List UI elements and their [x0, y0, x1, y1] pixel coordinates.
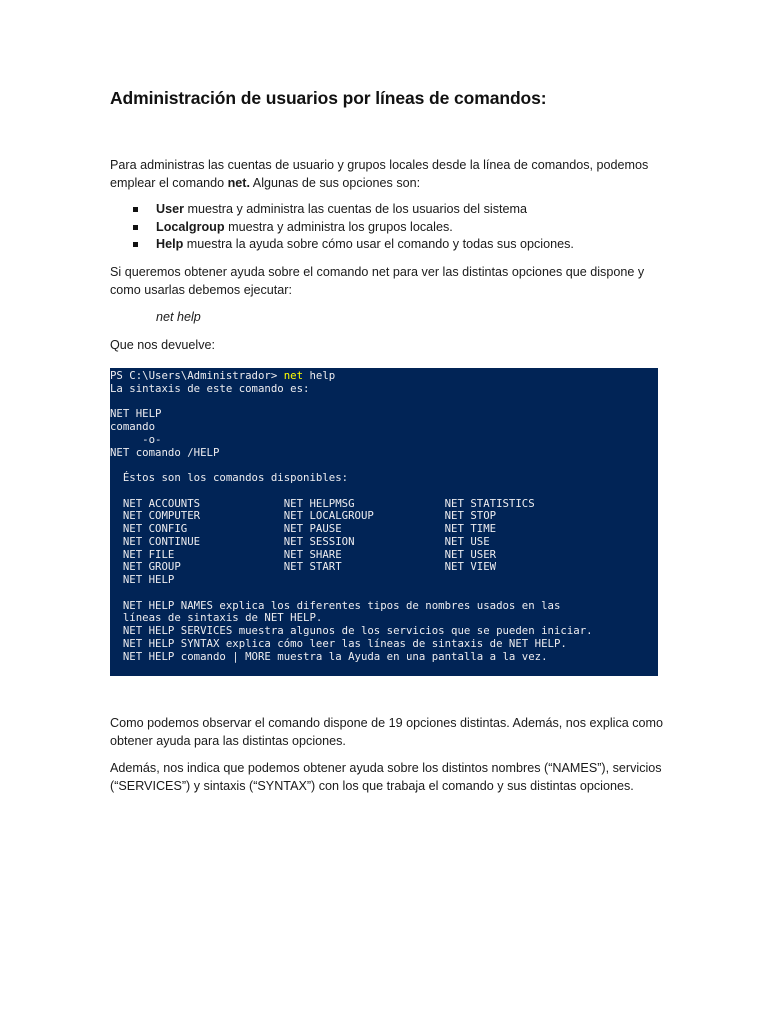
terminal-line: NET HELP NAMES explica los diferentes tipos de nombres usados en las: [110, 598, 561, 612]
list-item: [110, 219, 574, 237]
option-desc: muestra y administra las cuentas de los usuarios del sistema: [184, 202, 527, 216]
option-name: User: [156, 202, 185, 216]
options-list: [110, 201, 574, 254]
terminal-line: -o-: [110, 432, 162, 446]
help-command-example: net help: [156, 310, 201, 324]
option-desc: muestra la ayuda sobre cómo usar el comando y todas sus opciones.: [183, 237, 574, 251]
list-item: [110, 201, 574, 219]
intro-text-before: Para administras las cuentas de usuario y grupos locales desde la línea de comandos, podemos emplear el comando: [110, 158, 649, 190]
terminal-line: NET ACCOUNTS NET HELPMSG NET STATISTICS: [110, 496, 535, 510]
list-item: [110, 236, 574, 254]
option-name: Localgroup: [156, 219, 225, 234]
terminal-line: NET HELP SERVICES muestra algunos de los servicios que se pueden iniciar.: [110, 624, 593, 637]
terminal-cmd-arg: help: [303, 369, 336, 382]
terminal-line: NET HELP: [110, 407, 162, 421]
terminal-line: [110, 485, 658, 498]
terminal-line: NET FILE NET SHARE NET USER: [110, 547, 497, 561]
intro-text-after: Algunas de sus opciones son:: [250, 176, 421, 190]
terminal-prompt-line: [110, 368, 658, 383]
terminal-line: La sintaxis de este comando es:: [110, 381, 310, 395]
terminal-line: comando: [110, 420, 156, 433]
terminal-line: NET CONTINUE NET SESSION NET USE: [110, 534, 490, 548]
bullet-square-icon: [133, 242, 138, 247]
conclusion-paragraph-1: Como podemos observar el comando dispone de 19 opciones distintas. Además, nos explica como obtener ayuda para las distintas opciones.: [110, 716, 664, 748]
terminal-line: Éstos son los comandos disponibles:: [110, 471, 349, 484]
conclusion-paragraph-2: Además, nos indica que podemos obtener ayuda sobre los distintos nombres (“NAMES”), servicios (“SERVICES”) y sintaxis (“SYNTAX”) con los que trabaja el comando y sus distintas opciones.: [110, 761, 662, 793]
terminal-prompt: PS C:\Users\Administrador>: [110, 369, 284, 382]
option-name: Help: [156, 237, 184, 251]
terminal-screenshot: [110, 368, 658, 676]
intro-paragraph: [110, 156, 665, 192]
terminal-line: NET HELP SYNTAX explica cómo leer las líneas de sintaxis de NET HELP.: [110, 636, 567, 650]
terminal-line: NET CONFIG NET PAUSE NET TIME: [110, 522, 497, 535]
terminal-line: líneas de sintaxis de NET HELP.: [110, 611, 323, 625]
terminal-line: NET COMPUTER NET LOCALGROUP NET STOP: [110, 509, 497, 523]
terminal-cmd-name: net: [283, 369, 304, 382]
option-desc: muestra y administra los grupos locales.: [224, 219, 453, 234]
bullet-square-icon: [133, 225, 138, 230]
terminal-line: NET GROUP NET START NET VIEW: [110, 560, 497, 574]
returns-label: Que nos devuelve:: [110, 338, 216, 352]
terminal-line: NET HELP: [110, 573, 175, 586]
page-title: Administración de usuarios por líneas de comandos:: [110, 88, 547, 108]
help-intro-paragraph: Si queremos obtener ayuda sobre el comando net para ver las distintas opciones que dispone y como usarlas debemos ejecutar:: [110, 265, 645, 297]
terminal-output: [110, 383, 658, 664]
terminal-line: NET HELP comando | MORE muestra la Ayuda en una pantalla a la vez.: [110, 649, 548, 663]
terminal-line: [110, 396, 658, 409]
bullet-square-icon: [133, 207, 138, 212]
terminal-line: [110, 587, 658, 600]
intro-command: net.: [227, 176, 250, 190]
terminal-line: NET comando /HELP: [110, 445, 220, 459]
